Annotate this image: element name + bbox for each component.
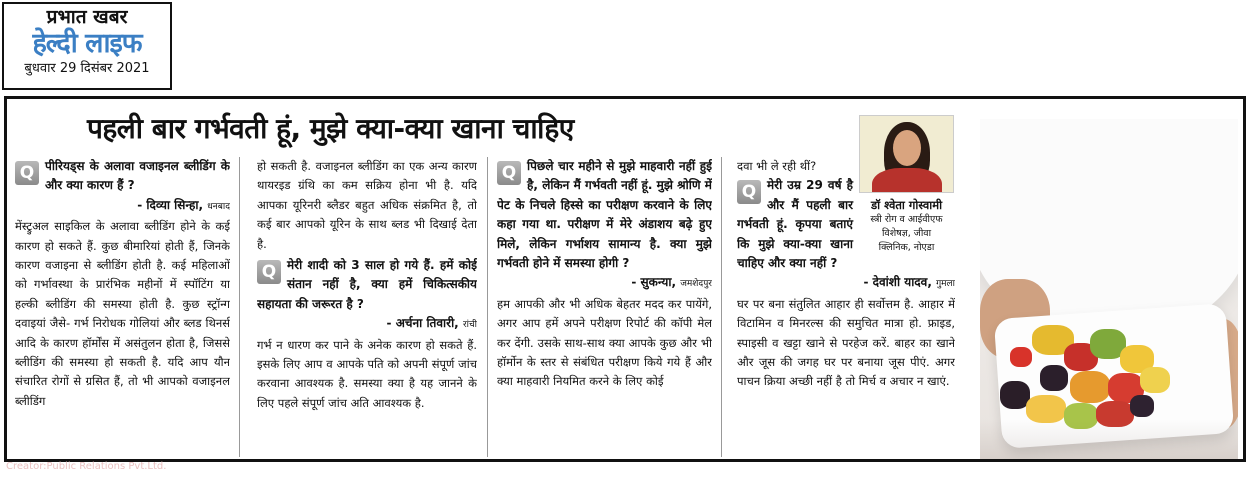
column-divider bbox=[721, 157, 722, 457]
doctor-profile bbox=[859, 115, 954, 271]
answer-3-text: हम आपकी और भी अधिक बेहतर मदद कर पायेंगे, अगर आप हमें अपने परीक्षण रिपोर्ट की कॉपी मेल कर देंगी. उसके साथ-साथ क्या आपके कुछ और भी हॉर्मोन के स्तर से संबंधित परीक्षण किये गये हैं और क्या माहवारी नियमित करने के लिए कोई bbox=[497, 296, 712, 389]
question-4 bbox=[737, 176, 853, 273]
answer-2-text: गर्भ न धारण कर पाने के अनेक कारण हो सकते हैं. इसके लिए आप व आपके पति को अपनी संपूर्ण जांच करवाना आवश्यक है. समस्या क्या है यह जानने के लिए पहले संपूर्ण जांच अति आवश्यक है. bbox=[257, 337, 477, 410]
asker-place: धनबाद bbox=[207, 201, 230, 212]
column-1 bbox=[15, 157, 230, 459]
asker-name: - दिव्या सिन्हा, bbox=[137, 197, 204, 212]
column-3 bbox=[497, 157, 712, 459]
question-2 bbox=[257, 256, 477, 314]
doctor-role-line-3: क्लिनिक, नोएडा bbox=[878, 242, 935, 253]
question-1 bbox=[15, 157, 230, 196]
masthead bbox=[2, 2, 172, 90]
question-1-asker bbox=[15, 196, 230, 217]
question-mark-icon: Q bbox=[497, 161, 521, 185]
question-mark-icon: Q bbox=[737, 180, 761, 204]
asker-name: - अर्चना तिवारी, bbox=[386, 316, 459, 331]
question-mark-icon: Q bbox=[15, 161, 39, 185]
asker-name: - देवांशी यादव, bbox=[863, 275, 932, 290]
asker-place: गुमला bbox=[936, 279, 955, 290]
column-divider bbox=[239, 157, 240, 457]
photo-credit: Creator:Public Relations Pvt.Ltd. bbox=[6, 461, 167, 472]
column-2 bbox=[257, 157, 477, 459]
question-3-asker bbox=[497, 273, 712, 294]
doctor-name: डॉ श्वेता गोस्वामी bbox=[870, 198, 943, 212]
question-4-text: मेरी उम्र 29 वर्ष है और मैं पहली बार गर्भवती हूं. कृपया बताएं कि मुझे क्या-क्या खाना चाहिए और क्या नहीं ? bbox=[737, 178, 853, 271]
article-headline: पहली बार गर्भवती हूं, मुझे क्या-क्या खाना चाहिए bbox=[87, 112, 574, 145]
question-2-asker bbox=[257, 314, 477, 335]
asker-place: रांची bbox=[462, 320, 477, 331]
section-name: हेल्दी लाइफ bbox=[32, 28, 142, 59]
question-3 bbox=[497, 157, 712, 273]
question-4-asker bbox=[737, 273, 955, 294]
doctor-role-line-2: विशेषज्ञ, जीवा bbox=[881, 228, 932, 239]
asker-place: जमशेदपुर bbox=[680, 279, 712, 290]
doctor-role-line-1: स्त्री रोग व आईवीएफ bbox=[870, 214, 943, 225]
answer-3-continued: दवा भी ले रही थीं? bbox=[737, 159, 817, 173]
question-3-text: पिछले चार महीने से मुझे माहवारी नहीं हुई है, लेकिन मैं गर्भवती नहीं हूं. मुझे श्रोणि में पेट के निचले हिस्से का परीक्षण करवाने के लिए कहा गया था. परीक्षण में मेरे अंडाशय बढ़े हुए मिले, लेकिन गर्भाशय सामान्य है. क्या मुझे गर्भवती होने में समस्या होगी ? bbox=[497, 159, 712, 271]
question-mark-icon: Q bbox=[257, 260, 281, 284]
answer-4-text: घर पर बना संतुलित आहार ही सर्वोत्तम है. आहार में विटामिन व मिनरल्स की समुचित मात्रा हो. फ्राइड, स्पाइसी व खट्टा खाने से परहेज करें. बाहर का खाने और जूस की जगह घर पर बनाया जूस पीएं. अगर पाचन क्रिया अच्छी नहीं है तो मिर्च व अचार न खाएं. bbox=[737, 296, 955, 389]
question-2-text: मेरी शादी को 3 साल हो गये हैं. हमें कोई संतान नहीं है, क्या हमें चिकित्सकीय सहायता की जरूरत है ? bbox=[257, 258, 477, 311]
asker-name: - सुकन्या, bbox=[631, 275, 677, 290]
question-1-text: पीरियड्स के अलावा वजाइनल ब्लीडिंग के और क्या कारण हैं ? bbox=[45, 159, 230, 193]
fruit-bowl-photo bbox=[980, 119, 1238, 459]
publication-name: प्रभात खबर bbox=[46, 6, 128, 28]
article-frame bbox=[4, 96, 1246, 462]
answer-1-text: मेंस्ट्रुअल साइकिल के अलावा ब्लीडिंग होने के कई कारण हो सकते हैं. कुछ बीमारियां होती हैं, जिनके कारण वजाइना से ब्लीडिंग होती है. कई महिलाओं को गर्भावस्था के प्रारंभिक महीनों में स्पॉटिंग या हल्की ब्लीडिंग की समस्या होती है. कुछ स्ट्रॉन्ग दवाइयां जैसे- गर्भ निरोधक गोलियां और ब्लड थिनर्स आदि के कारण हॉर्मोंस में असंतुलन होता है, जिससे ब्लीडिंग की समस्या हो सकती है. यदि आप यौन संचारित रोगों से ग्रसित हैं, तो भी आपको वजाइनल ब्लीडिंग bbox=[15, 219, 230, 408]
doctor-photo bbox=[859, 115, 954, 193]
column-divider bbox=[487, 157, 488, 457]
issue-date: बुधवार 29 दिसंबर 2021 bbox=[24, 61, 150, 76]
answer-1-continued: हो सकती है. वजाइनल ब्लीडिंग का एक अन्य कारण थायरइड ग्रंथि का कम सक्रिय होना भी है. यदि आपका यूरिनरी ब्लैडर बहुत अधिक संक्रमित है, तो कई बार आपको यूरिन के साथ ब्लड भी दिखाई देता है. bbox=[257, 159, 477, 251]
